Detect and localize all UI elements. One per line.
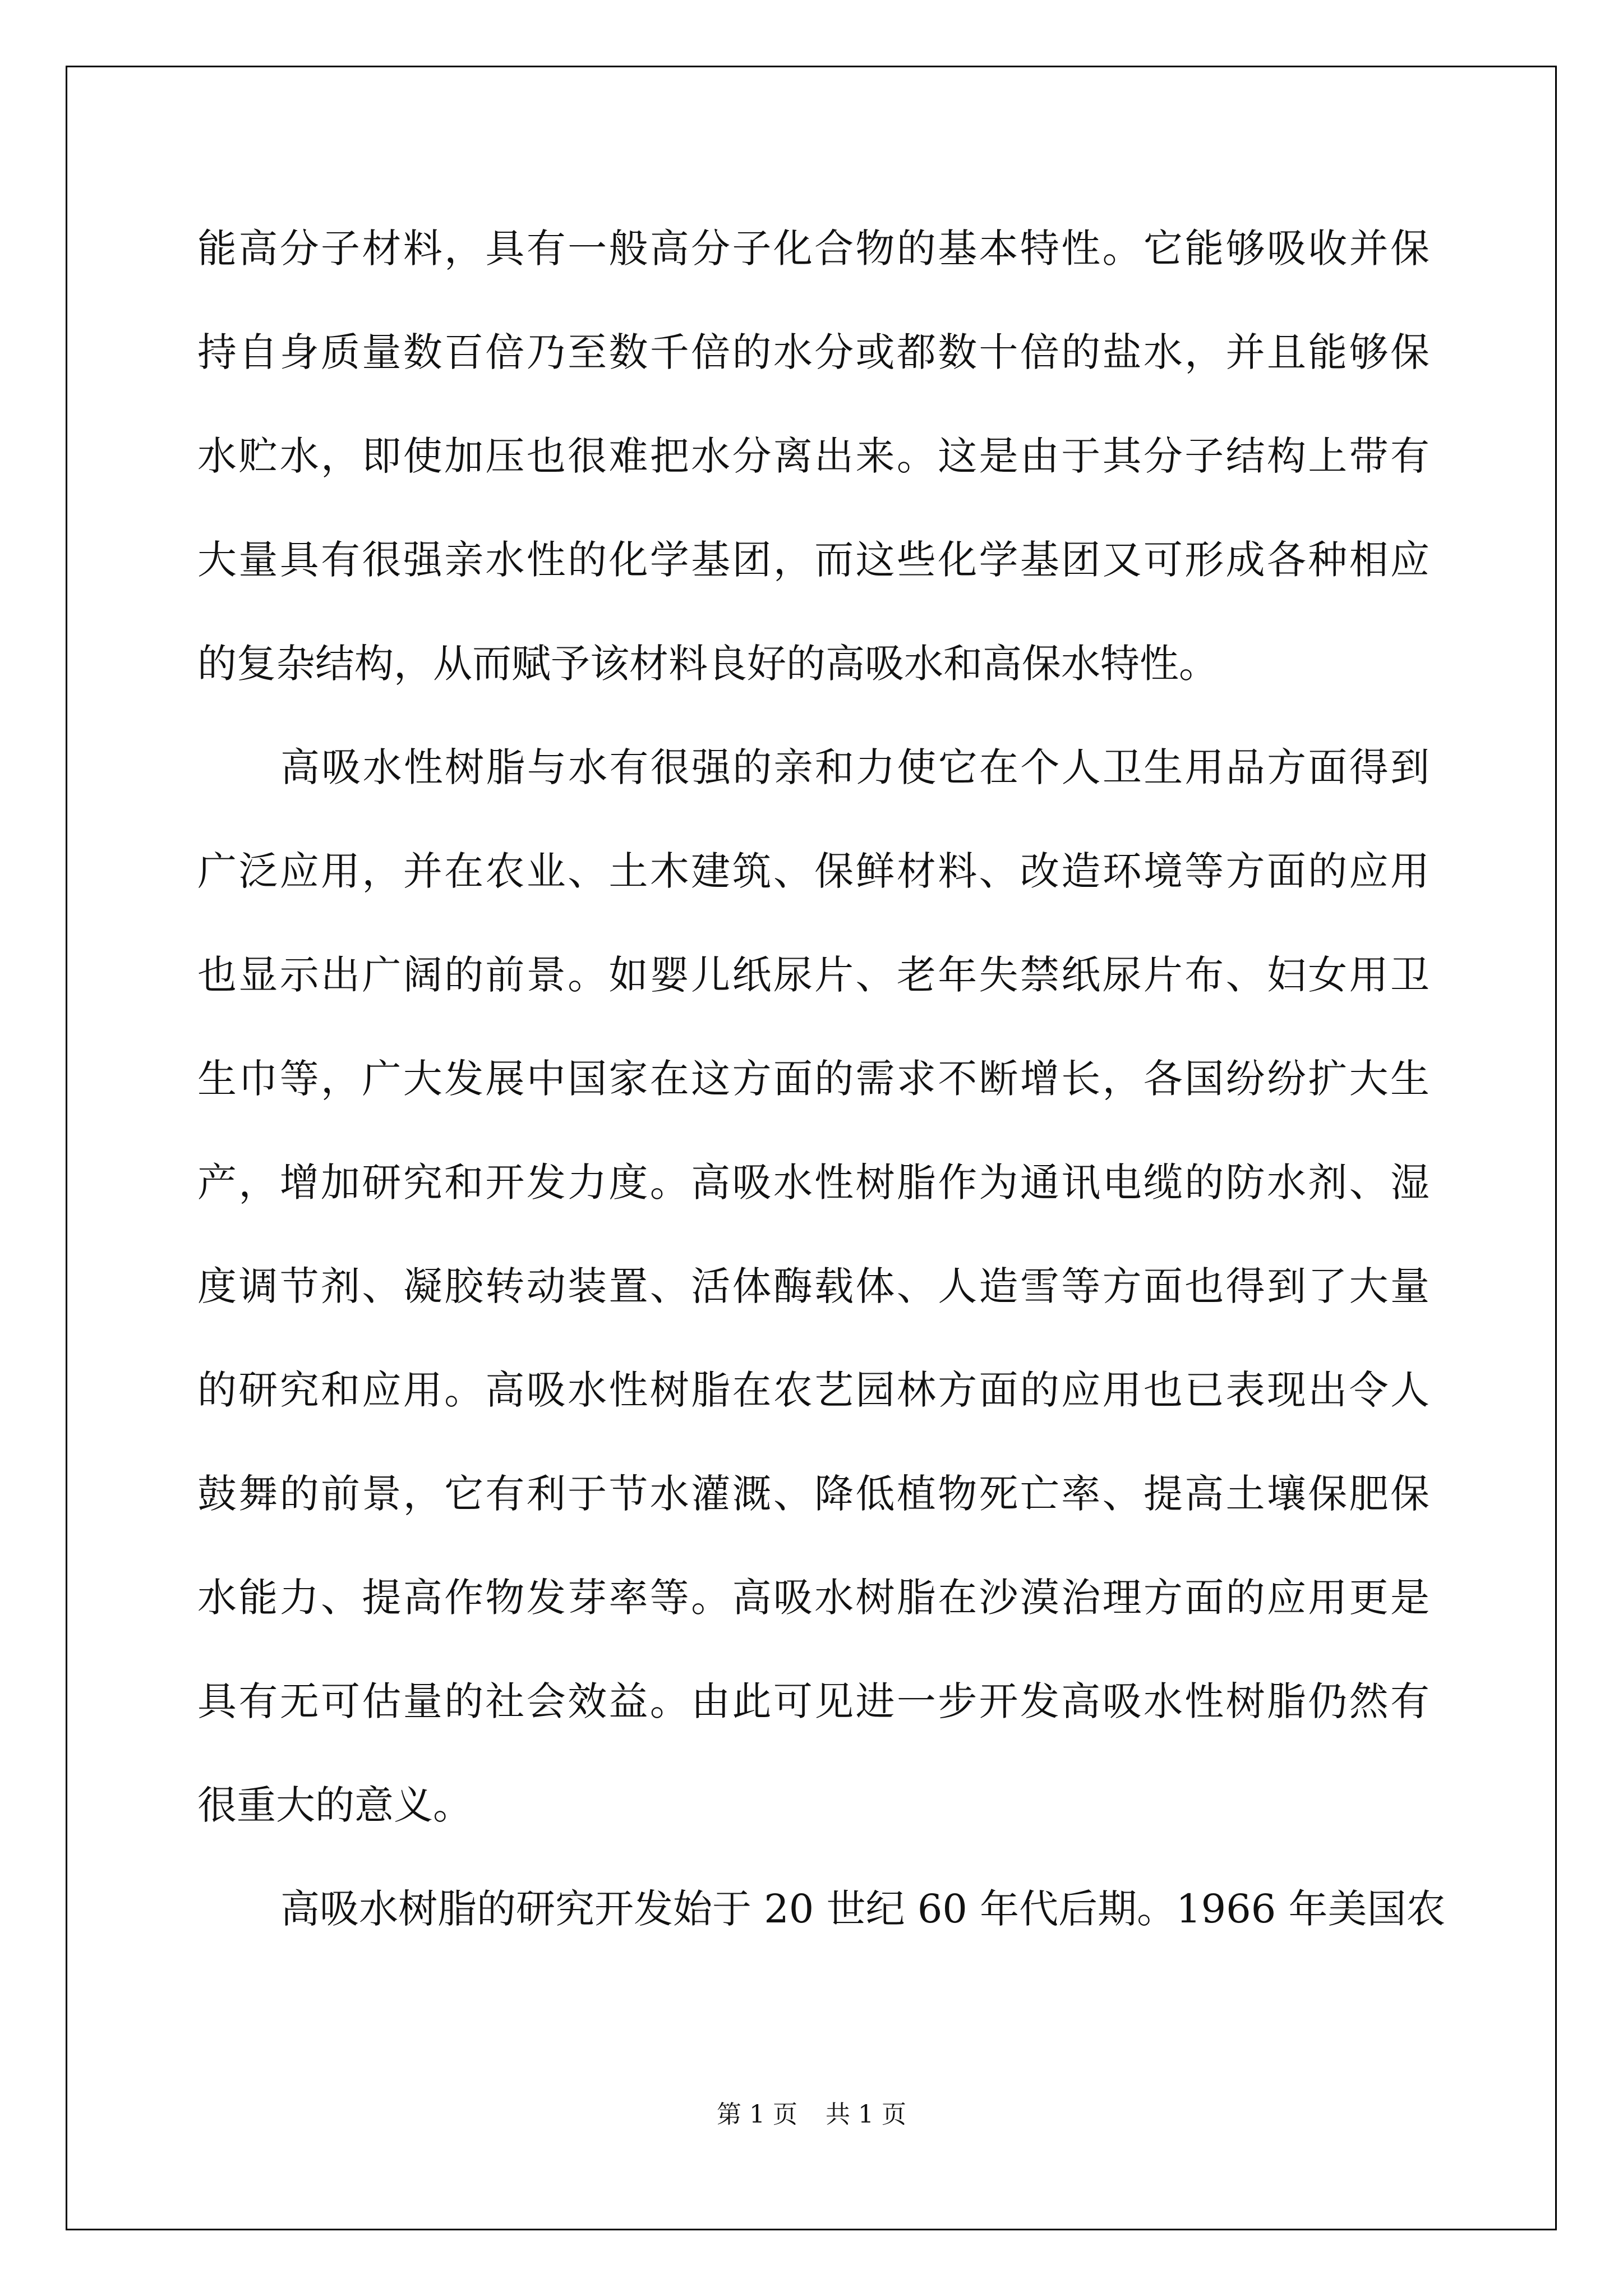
text-line: 广泛应用，并在农业、土木建筑、保鲜材料、改造环境等方面的应用 bbox=[197, 848, 1430, 894]
paragraph-first-line: 高吸水性树脂与水有很强的亲和力使它在个人卫生用品方面得到 bbox=[280, 744, 1430, 790]
text-line: 能高分子材料，具有一般高分子化合物的基本特性。它能够吸收并保 bbox=[197, 226, 1430, 272]
text-line: 具有无可估量的社会效益。由此可见进一步开发高吸水性树脂仍然有 bbox=[197, 1678, 1430, 1724]
page-total: 共 1 页 bbox=[826, 2100, 906, 2129]
text-line: 产，增加研究和开发力度。高吸水性树脂作为通讯电缆的防水剂、湿 bbox=[197, 1159, 1430, 1205]
page-number: 第 1 页 bbox=[717, 2100, 797, 2129]
text-line: 大量具有很强亲水性的化学基团，而这些化学基团又可形成各种相应 bbox=[197, 537, 1430, 583]
paragraph-first-line: 高吸水树脂的研究开发始于 20 世纪 60 年代后期。1966 年美国农 bbox=[280, 1886, 1446, 1932]
text-line: 生巾等，广大发展中国家在这方面的需求不断增长，各国纷纷扩大生 bbox=[197, 1056, 1430, 1102]
text-line: 也显示出广阔的前景。如婴儿纸尿片、老年失禁纸尿片布、妇女用卫 bbox=[197, 952, 1430, 998]
text-line: 水能力、提高作物发芽率等。高吸水树脂在沙漠治理方面的应用更是 bbox=[197, 1575, 1430, 1621]
text-line: 很重大的意义。 bbox=[197, 1782, 472, 1828]
page-footer bbox=[0, 2094, 1623, 2130]
text-line: 度调节剂、凝胶转动装置、活体酶载体、人造雪等方面也得到了大量 bbox=[197, 1263, 1430, 1309]
text-line: 的研究和应用。高吸水性树脂在农艺园林方面的应用也已表现出令人 bbox=[197, 1367, 1430, 1413]
text-line: 鼓舞的前景，它有利于节水灌溉、降低植物死亡率、提高土壤保肥保 bbox=[197, 1471, 1430, 1517]
text-line: 水贮水，即使加压也很难把水分离出来。这是由于其分子结构上带有 bbox=[197, 433, 1430, 479]
text-line: 持自身质量数百倍乃至数千倍的水分或都数十倍的盐水，并且能够保 bbox=[197, 329, 1430, 375]
text-line: 的复杂结构，从而赋予该材料良好的高吸水和高保水特性。 bbox=[197, 641, 1218, 687]
